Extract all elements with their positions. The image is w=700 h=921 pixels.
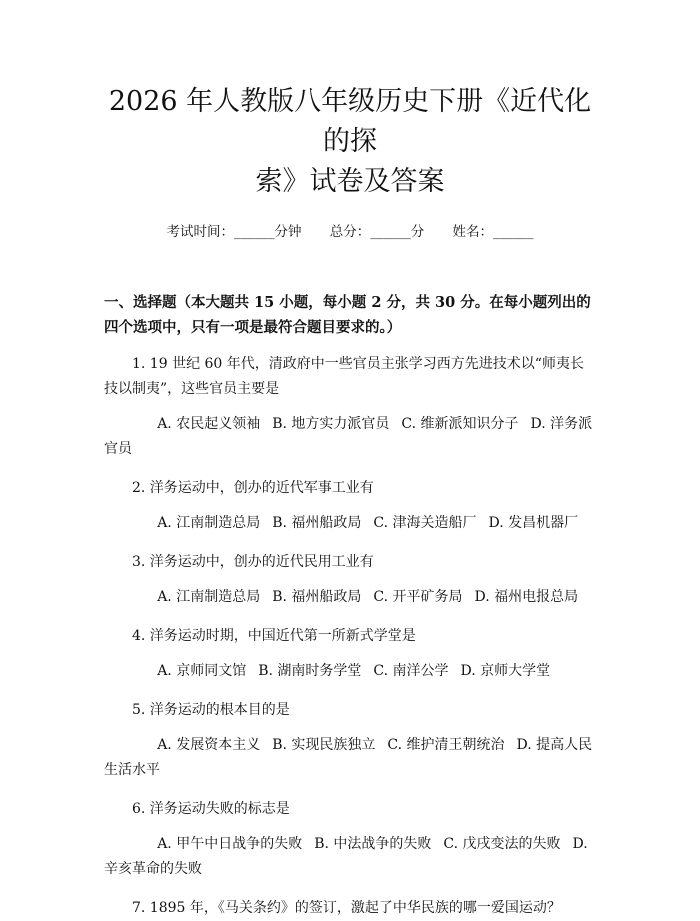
section-heading: 一、选择题（本大题共 15 小题，每小题 2 分，共 30 分。在每小题列出的四个选项中，只有一项是最符合题目要求的。） — [104, 294, 591, 336]
question-item — [104, 896, 596, 921]
option-d: D. 发昌机器厂 — [488, 515, 579, 531]
question-stem: 1. 19 世纪 60 年代，清政府中一些官员主张学习西方先进技术以“师夷长技以制夷”，这些官员主要是 — [104, 356, 584, 397]
question-item — [104, 698, 596, 783]
option-b: B. 福州船政局 — [272, 515, 362, 531]
student-name-field: 姓名：______ — [452, 224, 534, 240]
total-score-field: 总分：______分 — [329, 224, 425, 240]
option-d: D. 洋务派官员 — [104, 416, 593, 457]
option-b: B. 湖南时务学堂 — [258, 663, 362, 679]
option-d: D. 提高人民生活水平 — [104, 737, 593, 778]
option-a: A. 发展资本主义 — [157, 737, 261, 753]
option-c: C. 戊戌变法的失败 — [443, 836, 561, 852]
option-d: D. 福州电报总局 — [474, 589, 579, 605]
question-item — [104, 352, 596, 462]
option-b: B. 地方实力派官员 — [272, 416, 390, 432]
question-options — [104, 659, 596, 684]
title-line-1: 2026 年人教版八年级历史下册《近代化的探 — [108, 86, 592, 157]
question-item — [104, 624, 596, 684]
question-list — [104, 352, 596, 921]
option-b: B. 中法战争的失败 — [314, 836, 432, 852]
question-options — [104, 585, 596, 610]
question-stem: 7. 1895 年，《马关条约》的签订，激起了中华民族的哪一爱国运动？ — [132, 900, 561, 916]
document-title — [104, 0, 596, 202]
option-b: B. 福州船政局 — [272, 589, 362, 605]
option-d: D. 辛亥革命的失败 — [104, 836, 588, 877]
option-c: C. 南洋公学 — [373, 663, 449, 679]
question-stem: 6. 洋务运动失败的标志是 — [132, 801, 290, 817]
option-c: C. 维护清王朝统治 — [387, 737, 505, 753]
question-stem: 2. 洋务运动中，创办的近代军事工业有 — [132, 480, 374, 496]
exam-meta — [104, 222, 596, 242]
option-a: A. 江南制造总局 — [157, 589, 261, 605]
question-stem: 5. 洋务运动的根本目的是 — [132, 702, 290, 718]
option-a: A. 京师同文馆 — [157, 663, 247, 679]
option-c: C. 津海关造船厂 — [373, 515, 477, 531]
question-stem: 3. 洋务运动中，创办的近代民用工业有 — [132, 554, 374, 570]
question-item — [104, 797, 596, 882]
title-line-2: 索》试卷及答案 — [255, 166, 445, 197]
question-options — [104, 733, 596, 783]
option-a: A. 甲午中日战争的失败 — [157, 836, 303, 852]
option-c: C. 维新派知识分子 — [401, 416, 519, 432]
question-options — [104, 511, 596, 536]
question-item — [104, 476, 596, 536]
exam-time-field: 考试时间：______分钟 — [166, 224, 302, 240]
option-d: D. 京师大学堂 — [460, 663, 551, 679]
option-a: A. 江南制造总局 — [157, 515, 261, 531]
option-b: B. 实现民族独立 — [272, 737, 376, 753]
option-c: C. 开平矿务局 — [373, 589, 463, 605]
question-options — [104, 412, 596, 462]
question-stem: 4. 洋务运动时期，中国近代第一所新式学堂是 — [132, 628, 416, 644]
option-a: A. 农民起义领袖 — [157, 416, 261, 432]
question-options — [104, 832, 596, 882]
question-item — [104, 550, 596, 610]
